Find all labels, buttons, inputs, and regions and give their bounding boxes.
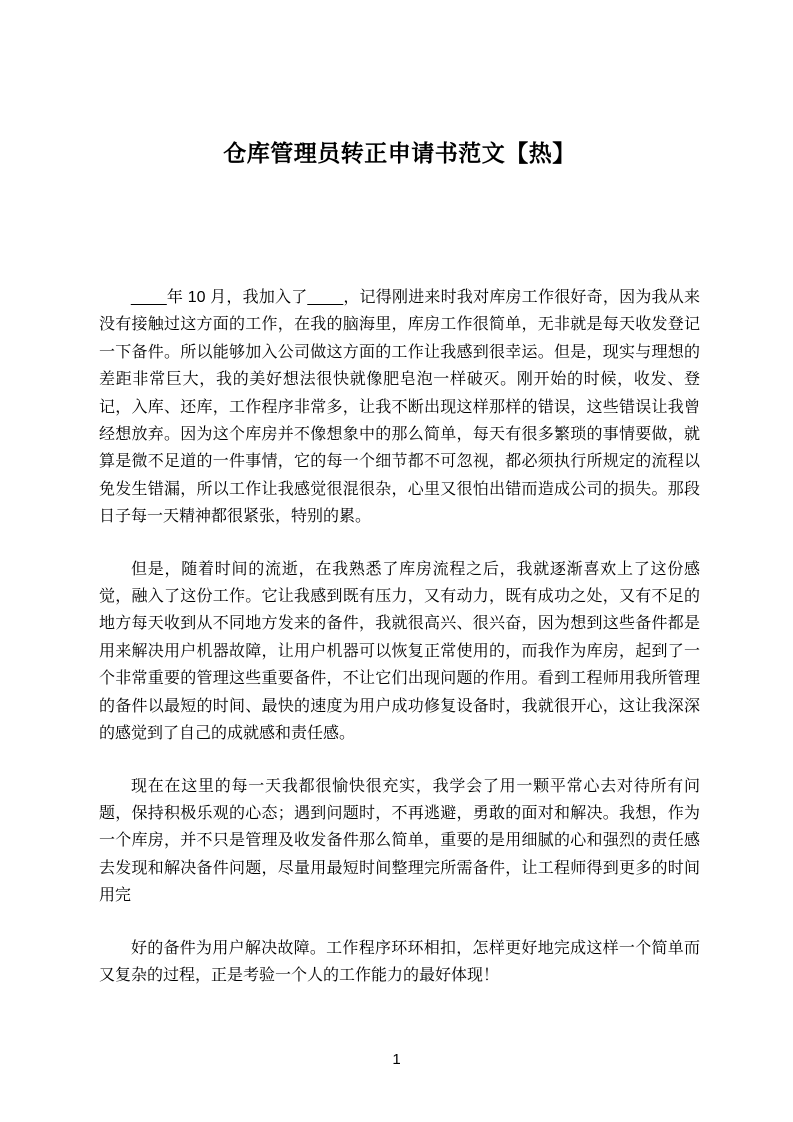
page-number: 1	[392, 1051, 401, 1068]
paragraph-1: ____年 10 月，我加入了____，记得刚进来时我对库房工作很好奇，因为我从来没有接触过这方面的工作，在我的脑海里，库房工作很简单，无非就是每天收发登记一下备件。所以能够加入公司做这方面的工作让我感到很幸运。但是，现实与理想的差距非常巨大，我的美好想法很快就像肥皂泡一样破灭。刚开始的时候，收发、登记，入库、还库，工作程序非常多，让我不断出现这样那样的错误，这些错误让我曾经想放弃。因为这个库房并不像想象中的那么简单，每天有很多繁琐的事情要做，就算是微不足道的一件事情，它的每一个细节都不可忽视，都必须执行所规定的流程以免发生错漏，所以工作让我感觉很混很杂，心里又很怕出错而造成公司的损失。那段日子每一天精神都很紧张，特别的累。	[99, 289, 700, 526]
paragraph-4: 好的备件为用户解决故障。工作程序环环相扣，怎样更好地完成这样一个简单而又复杂的过程，正是考验一个人的工作能力的最好体现！	[99, 939, 700, 984]
document-title: 仓库管理员转正申请书范文【热】	[223, 140, 576, 166]
paragraph-2: 但是，随着时间的流逝，在我熟悉了库房流程之后，我就逐渐喜欢上了这份感觉，融入了这份工作。它让我感到既有压力，又有动力，既有成功之处，又有不足的地方每天收到从不同地方发来的备件，我就很高兴、很兴奋，因为想到这些备件都是用来解决用户机器故障，让用户机器可以恢复正常使用的，而我作为库房，起到了一个非常重要的管理这些重要备件，不让它们出现问题的作用。看到工程师用我所管理的备件以最短的时间、最快的速度为用户成功修复设备时，我就很开心，这让我深深的感觉到了自己的成就感和责任感。	[99, 560, 700, 743]
document-body	[99, 284, 700, 989]
paragraph-3: 现在在这里的每一天我都很愉快很充实，我学会了用一颗平常心去对待所有问题，保持积极乐观的心态；遇到问题时，不再逃避，勇敢的面对和解决。我想，作为一个库房，并不只是管理及收发备件那么简单，重要的是用细腻的心和强烈的责任感去发现和解决备件问题，尽量用最短时间整理完所需备件，让工程师得到更多的时间用完	[99, 777, 700, 905]
